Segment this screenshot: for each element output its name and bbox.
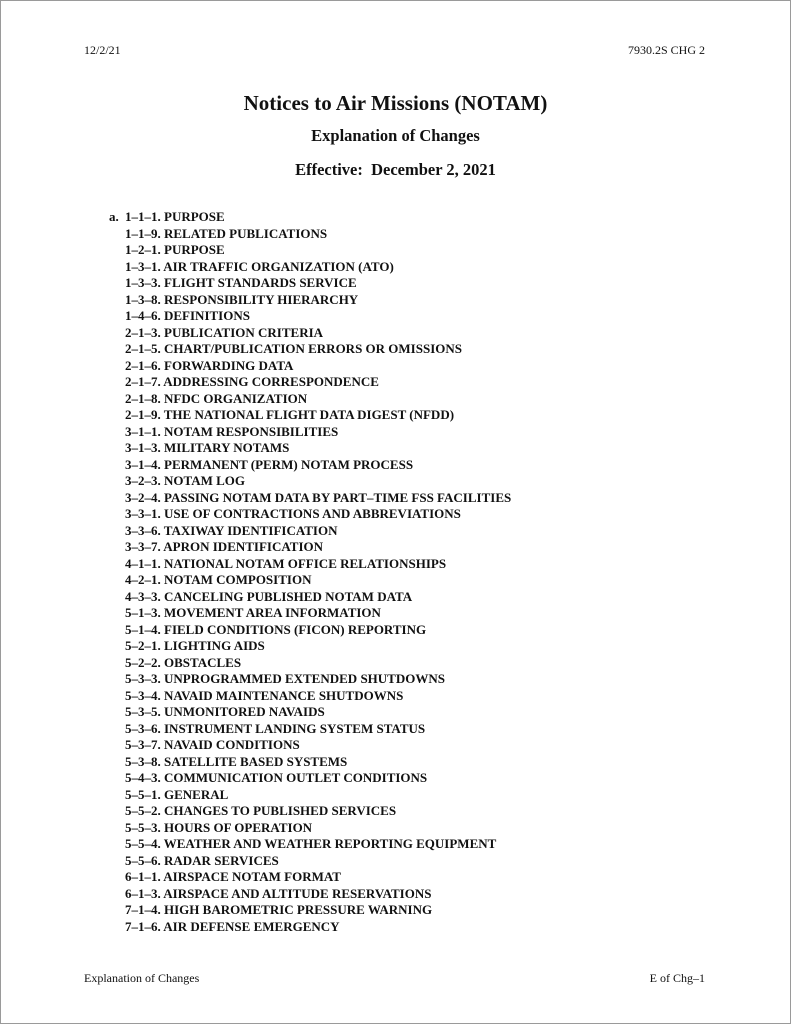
list-item	[109, 770, 511, 787]
list-item	[109, 688, 511, 705]
list-item-text: 5–2–1. LIGHTING AIDS	[125, 638, 265, 653]
list-item	[109, 820, 511, 837]
changes-list	[109, 209, 511, 935]
list-item	[109, 407, 511, 424]
list-item-text: 7–1–4. HIGH BAROMETRIC PRESSURE WARNING	[125, 902, 433, 917]
list-item-text: 5–5–3. HOURS OF OPERATION	[125, 819, 313, 835]
list-item-text: 2–1–3. PUBLICATION CRITERIA	[125, 324, 324, 340]
list-item	[109, 754, 511, 771]
list-item-text: 1–3–1. AIR TRAFFIC ORGANIZATION (ATO)	[125, 258, 394, 274]
list-item-text: 2–1–7. ADDRESSING CORRESPONDENCE	[125, 374, 379, 389]
list-item-text: 5–5–1. GENERAL	[125, 786, 229, 802]
document-subtitle: Explanation of Changes	[311, 126, 480, 145]
document-title: Notices to Air Missions (NOTAM)	[243, 91, 548, 115]
list-item-text: 1–4–6. DEFINITIONS	[125, 308, 250, 323]
list-item	[109, 325, 511, 342]
list-item	[109, 787, 511, 804]
list-item-text: 4–2–1. NOTAM COMPOSITION	[125, 572, 312, 587]
list-item-text: 6–1–3. AIRSPACE AND ALTITUDE RESERVATIONS	[125, 885, 432, 901]
list-marker: a.	[109, 209, 119, 224]
list-item	[109, 737, 511, 754]
list-item-text: 5–3–5. UNMONITORED NAVAIDS	[125, 704, 325, 719]
list-item	[109, 341, 511, 358]
list-item	[109, 292, 511, 309]
header-date: 12/2/21	[84, 43, 121, 57]
list-item	[109, 473, 511, 490]
list-item	[109, 242, 511, 259]
list-item-text: 1–3–3. FLIGHT STANDARDS SERVICE	[125, 275, 357, 290]
list-item-text: 5–4–3. COMMUNICATION OUTLET CONDITIONS	[125, 770, 428, 785]
list-item	[109, 704, 511, 721]
list-item	[109, 622, 511, 639]
list-item-text: 3–1–3. MILITARY NOTAMS	[125, 440, 290, 455]
list-item-text: 5–3–6. INSTRUMENT LANDING SYSTEM STATUS	[125, 720, 426, 736]
effective-date: Effective: December 2, 2021	[295, 160, 496, 179]
list-item	[109, 259, 511, 276]
list-item-text: 6–1–1. AIRSPACE NOTAM FORMAT	[125, 869, 341, 884]
footer-page-number: E of Chg–1	[649, 971, 705, 985]
list-item	[109, 803, 511, 820]
list-item	[109, 721, 511, 738]
list-item	[109, 490, 511, 507]
list-item-text: 5–1–4. FIELD CONDITIONS (FICON) REPORTING	[125, 621, 427, 637]
list-item	[109, 308, 511, 325]
footer-label: Explanation of Changes	[84, 971, 200, 985]
list-item	[109, 605, 511, 622]
list-item	[109, 539, 511, 556]
list-item-text: 3–2–4. PASSING NOTAM DATA BY PART–TIME FSS FACILITIES	[125, 489, 512, 505]
list-item-text: 3–1–1. NOTAM RESPONSIBILITIES	[125, 423, 339, 439]
list-item-text: 7–1–6. AIR DEFENSE EMERGENCY	[125, 918, 340, 934]
list-item-text: 3–3–6. TAXIWAY IDENTIFICATION	[125, 522, 338, 538]
list-item-text: 5–2–2. OBSTACLES	[125, 654, 242, 670]
list-item-text: 1–1–1. PURPOSE	[125, 209, 225, 224]
list-item	[109, 523, 511, 540]
list-item-text: 2–1–9. THE NATIONAL FLIGHT DATA DIGEST (NFDD)	[125, 407, 455, 422]
list-item-text: 2–1–6. FORWARDING DATA	[125, 357, 294, 373]
list-item-text: 1–2–1. PURPOSE	[125, 242, 225, 257]
list-item	[109, 209, 511, 226]
list-item	[109, 457, 511, 474]
list-item	[109, 440, 511, 457]
list-item	[109, 374, 511, 391]
list-item	[109, 572, 511, 589]
list-item-text: 3–1–4. PERMANENT (PERM) NOTAM PROCESS	[125, 456, 414, 472]
list-item-text: 5–1–3. MOVEMENT AREA INFORMATION	[125, 605, 381, 620]
list-item	[109, 919, 511, 936]
list-item	[109, 589, 511, 606]
list-item-text: 5–3–3. UNPROGRAMMED EXTENDED SHUTDOWNS	[125, 671, 445, 686]
list-item	[109, 869, 511, 886]
list-item	[109, 886, 511, 903]
list-item-text: 5–3–4. NAVAID MAINTENANCE SHUTDOWNS	[125, 687, 404, 703]
list-item-text: 4–1–1. NATIONAL NOTAM OFFICE RELATIONSHIPS	[125, 555, 447, 571]
list-item	[109, 671, 511, 688]
list-item-text: 5–5–2. CHANGES TO PUBLISHED SERVICES	[125, 803, 397, 818]
list-item	[109, 836, 511, 853]
header-order-number: 7930.2S CHG 2	[627, 43, 705, 57]
list-item-text: 5–5–4. WEATHER AND WEATHER REPORTING EQUIPMENT	[125, 836, 497, 851]
list-item-text: 5–3–7. NAVAID CONDITIONS	[125, 737, 300, 752]
list-item	[109, 902, 511, 919]
list-item	[109, 556, 511, 573]
list-item-text: 5–3–8. SATELLITE BASED SYSTEMS	[125, 753, 348, 769]
list-item-text: 1–3–8. RESPONSIBILITY HIERARCHY	[125, 291, 359, 307]
list-item-text: 2–1–5. CHART/PUBLICATION ERRORS OR OMISSIONS	[125, 341, 462, 356]
list-item	[109, 638, 511, 655]
list-item	[109, 655, 511, 672]
list-item-text: 3–3–7. APRON IDENTIFICATION	[125, 539, 324, 554]
list-item	[109, 226, 511, 243]
list-item-text: 3–2–3. NOTAM LOG	[125, 473, 246, 488]
list-item	[109, 275, 511, 292]
list-item-text: 1–1–9. RELATED PUBLICATIONS	[125, 225, 328, 241]
list-item-text: 2–1–8. NFDC ORGANIZATION	[125, 390, 308, 406]
list-item	[109, 391, 511, 408]
list-item-text: 3–3–1. USE OF CONTRACTIONS AND ABBREVIATIONS	[125, 506, 461, 521]
list-item	[109, 424, 511, 441]
list-item	[109, 506, 511, 523]
list-item	[109, 358, 511, 375]
list-item-text: 5–5–6. RADAR SERVICES	[125, 852, 279, 868]
list-item	[109, 853, 511, 870]
list-item-text: 4–3–3. CANCELING PUBLISHED NOTAM DATA	[125, 588, 413, 604]
